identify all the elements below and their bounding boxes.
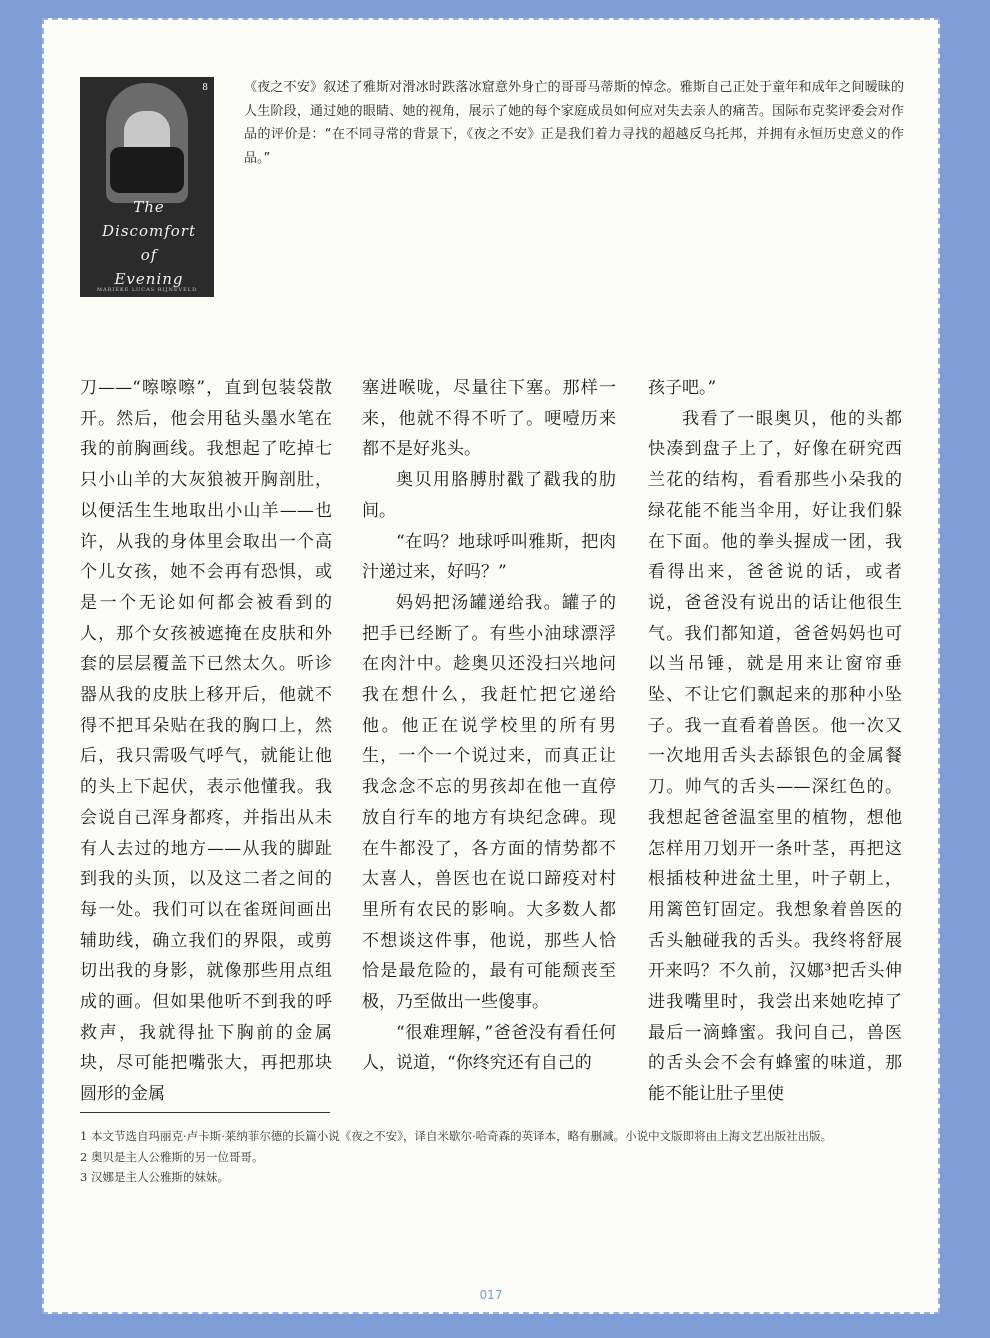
paragraph: “在吗？地球呼叫雅斯，把肉汁递过来，好吗？”	[362, 531, 616, 583]
footnote-1: 1 本文节选自玛丽克·卢卡斯·莱纳菲尔德的长篇小说《夜之不安》，译自米歇尔·哈奇森的英译本，略有删减。小说中文版即将由上海文艺出版社出版。	[80, 1129, 833, 1143]
footnote-3: 3 汉娜是主人公雅斯的妹妹。	[80, 1170, 229, 1184]
paragraph: 孩子吧。”	[648, 378, 717, 398]
cover-author: MARIEKE LUCAS RIJNEVELD	[96, 287, 198, 293]
footnote-2: 2 奥贝是主人公雅斯的另一位哥哥。	[80, 1149, 264, 1164]
paragraph: 妈妈把汤罐递给我。罐子的把手已经断了。有些小油球漂浮在肉汁中。趁奥贝还没扫兴地问我在想什么，我赶忙把它递给他。他正在说学校里的所有男生，一个一个说过来，而真正让我念念不忘的男孩却在他一直停放自行车的地方有块纪念碑。现在牛都没了，各方面的情势都不太喜人，兽医也在说口蹄疫对村里所有农民的影响。大多数人都不想谈这件事，他说，那些人恰恰是最危险的，最有可能颓丧至极，乃至做出一些傻事。	[362, 592, 616, 1013]
cover-scarf	[110, 147, 184, 193]
text-column-3	[648, 373, 902, 1105]
paragraph: 塞进喉咙，尽量往下塞。那样一来，他就不得不听了。哽噎历来都不是好兆头。	[362, 378, 616, 460]
book-introduction: 《夜之不安》叙述了雅斯对滑冰时跌落冰窟意外身亡的哥哥马蒂斯的悼念。雅斯自己正处于童年和成年之间暧昧的人生阶段，通过她的眼睛、她的视角，展示了她的每个家庭成员如何应对失去亲人的痛苦。国际布克奖评委会对作品的评价是：“在不同寻常的背景下，《夜之不安》正是我们着力寻找的超越反乌托邦，并拥有永恒历史意义的作品。”	[244, 80, 904, 166]
text-column-2	[362, 373, 616, 1093]
cover-title: The Discomfort of Evening	[102, 198, 196, 288]
magazine-page	[42, 18, 940, 1314]
book-cover-image	[80, 77, 214, 297]
paragraph: 我看了一眼奥贝，他的头都快凑到盘子上了，好像在研究西兰花的结构，看看那些小朵我的绿花能不能当伞用，好让我们躲在下面。他的拳头握成一团，我看得出来，爸爸说的话，或者说，爸爸没有说出的话让他很生气。我们都知道，爸爸妈妈也可以当吊锤，就是用来让窗帘垂坠、不让它们飘起来的那种小坠子。我一直看着兽医。他一次又一次地用舌头去舔银色的金属餐刀。帅气的舌头——深红色的。我想起爸爸温室里的植物，想他怎样用刀划开一条叶茎，再把这根插枝种进盆土里，叶子朝上，用篱笆钉固定。我想象着兽医的舌头触碰我的舌头。我终将舒展开来吗？不久前，汉娜³把舌头伸进我嘴里时，我尝出来她吃掉了最后一滴蜂蜜。我问自己，兽医的舌头会不会有蜂蜜的味道，那能不能让肚子里使	[648, 408, 902, 1105]
footnote-divider	[80, 1112, 330, 1113]
paragraph: “很难理解，”爸爸没有看任何人，说道，“你终究还有自己的	[362, 1022, 616, 1074]
page-number: 017	[479, 1288, 503, 1302]
paragraph: 刀——“嚓嚓嚓”，直到包装袋散开。然后，他会用毡头墨水笔在我的前胸画线。我想起了吃掉七只小山羊的大灰狼被开胸剖肚，以便活生生地取出小山羊——也许，从我的身体里会取出一个高个儿女孩，她不会再有恐惧，或是一个无论如何都会被看到的人，那个女孩被遮掩在皮肤和外套的层层覆盖下已然太久。听诊器从我的皮肤上移开后，他就不得不把耳朵贴在我的胸口上，然后，我只需吸气呼气，就能让他的头上下起伏，表示他懂我。我会说自己浑身都疼，并指出从未有人去过的地方——从我的脚趾到我的头顶，以及这二者之间的每一处。我们可以在雀斑间画出辅助线，确立我们的界限，或剪切出我的身影，就像那些用点组成的画。但如果他听不到我的呼救声，我就得扯下胸前的金属块，尽可能把嘴张大，再把那块圆形的金属	[80, 378, 332, 1105]
cover-series-number: 8	[202, 83, 208, 93]
paragraph: 奥贝用胳膊肘戳了戳我的肋间。	[362, 470, 616, 521]
text-column-1	[80, 373, 332, 1105]
footnotes	[80, 1126, 900, 1188]
